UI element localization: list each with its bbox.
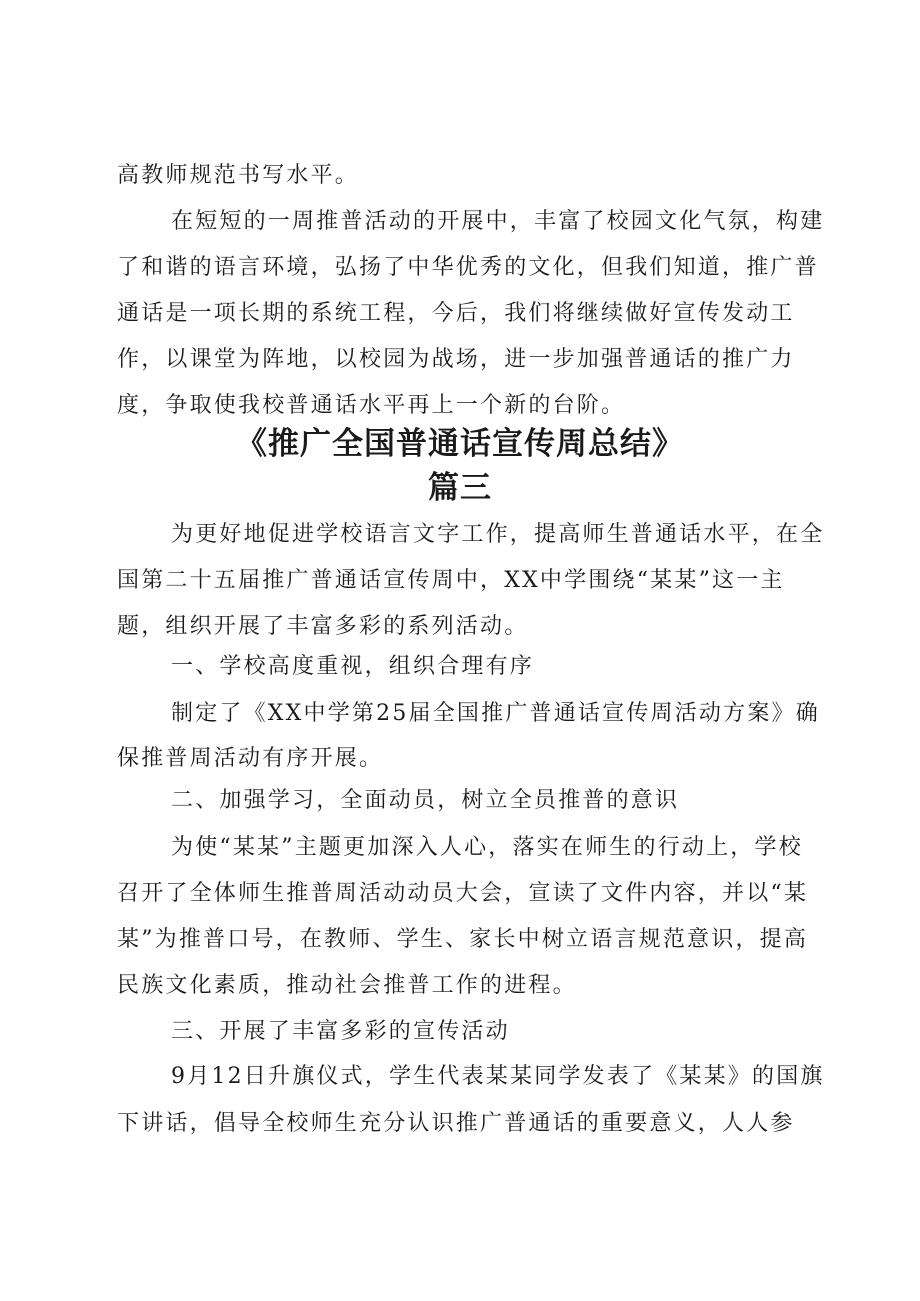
text-line: 下讲话，倡导全校师生充分认识推广普通话的重要意义，人人参 bbox=[117, 1111, 795, 1136]
text-line: 国第二十五届推广普通话宣传周中，XX中学围绕“某某”这一主 bbox=[117, 568, 785, 593]
text-line: 为更好地促进学校语言文字工作，提高师生普通话水平，在全 bbox=[171, 522, 825, 547]
text-line: 作，以课堂为阵地，以校园为战场，进一步加强普通话的推广力 bbox=[117, 347, 795, 372]
text-line: 某”为推普口号，在教师、学生、家长中树立语言规范意识，提高 bbox=[117, 927, 809, 952]
title-main: 《推广全国普通话宣传周总结》 bbox=[236, 426, 684, 462]
text-line: 通话是一项长期的系统工程，今后，我们将继续做好宣传发动工 bbox=[117, 301, 795, 326]
text-line: 制定了《XX中学第25届全国推广普通话宣传周活动方案》确 bbox=[171, 701, 820, 726]
text-line: 召开了全体师生推普周活动动员大会，宣读了文件内容，并以“某 bbox=[117, 881, 809, 906]
text-line: 题，组织开展了丰富多彩的系列活动。 bbox=[117, 614, 529, 639]
section-heading: 一、学校高度重视，组织合理有序 bbox=[171, 654, 535, 679]
section-heading: 三、开展了丰富多彩的宣传活动 bbox=[171, 1019, 510, 1044]
section-heading: 二、加强学习，全面动员，树立全员推普的意识 bbox=[171, 788, 680, 813]
text-line: 9月12日升旗仪式，学生代表某某同学发表了《某某》的国旗 bbox=[171, 1064, 825, 1089]
text-line: 高教师规范书写水平。 bbox=[117, 163, 360, 188]
text-line: 在短短的一周推普活动的开展中，丰富了校园文化气氛，构建 bbox=[171, 209, 825, 234]
title-part: 篇三 bbox=[428, 470, 492, 506]
text-line: 保推普周活动有序开展。 bbox=[117, 746, 384, 771]
text-line: 为使“某某”主题更加深入人心，落实在师生的行动上，学校 bbox=[171, 835, 803, 860]
text-line: 了和谐的语言环境，弘扬了中华优秀的文化，但我们知道，推广普 bbox=[117, 255, 819, 280]
text-line: 度，争取使我校普通话水平再上一个新的台阶。 bbox=[117, 393, 626, 418]
text-line: 民族文化素质，推动社会推普工作的进程。 bbox=[117, 973, 577, 998]
